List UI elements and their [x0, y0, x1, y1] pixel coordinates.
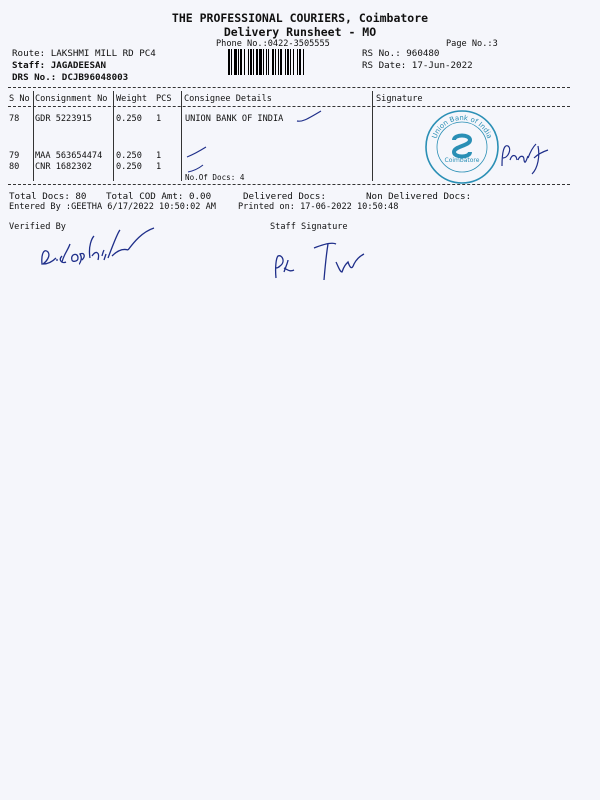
route-field: Route: LAKSHMI MILL RD PC4: [12, 48, 156, 59]
printed-on: Printed on: 17-06-2022 10:50:48: [238, 202, 399, 212]
table-row-weight: 0.250: [116, 162, 142, 172]
signature: [498, 136, 552, 178]
rs-date: RS Date: 17-Jun-2022: [362, 60, 473, 71]
barcode-bar: [287, 49, 289, 75]
table-row-pcs: 1: [156, 162, 162, 172]
barcode-bar: [253, 49, 254, 75]
barcode-bar: [256, 49, 258, 75]
col-divider: [181, 91, 182, 181]
tick-mark: [186, 146, 208, 176]
company-title: THE PROFESSIONAL COURIERS, Coimbatore: [171, 11, 429, 25]
table-row-consignment: CNR 1682302: [35, 162, 92, 172]
col-header-weight: Weight: [116, 94, 148, 104]
entered-by: Entered By :GEETHA 6/17/2022 10:50:02 AM: [9, 202, 216, 212]
barcode-bar: [268, 49, 269, 75]
barcode-bar: [244, 49, 245, 75]
total-cod-amount: Total COD Amt: 0.00: [106, 191, 212, 202]
barcode-bar: [290, 49, 291, 75]
page-number: Page No.:3: [446, 39, 498, 49]
table-row-sno: 79: [9, 151, 20, 161]
barcode-bar: [285, 49, 286, 75]
barcode-bar: [293, 49, 294, 75]
barcode-bar: [272, 49, 274, 75]
delivered-docs: Delivered Docs:: [243, 191, 326, 202]
barcode-bar: [278, 49, 279, 75]
verified-signature: [38, 220, 160, 272]
table-top-rule: [8, 87, 570, 88]
drs-number: DRS No.: DCJB96048003: [12, 72, 129, 83]
stamp-branch: Coimbatore: [444, 157, 480, 164]
barcode-bar: [266, 49, 267, 75]
non-delivered-docs: Non Delivered Docs:: [366, 191, 472, 202]
table-row-consignment: GDR 5223915: [35, 114, 92, 124]
barcode: [228, 49, 355, 75]
phone-number: Phone No.:0422-3505555: [216, 39, 330, 49]
table-row-consignee: UNION BANK OF INDIA: [185, 114, 284, 124]
barcode-bar: [263, 49, 264, 75]
col-divider: [113, 91, 114, 181]
barcode-bar: [240, 49, 242, 75]
table-row-weight: 0.250: [116, 151, 142, 161]
no-of-docs: No.Of Docs: 4: [185, 173, 245, 182]
col-header-consignment: Consignment No: [35, 94, 108, 104]
barcode-bar: [259, 49, 262, 75]
staff-signature-label: Staff Signature: [270, 222, 348, 232]
col-header-pcs: PCS: [156, 94, 172, 104]
stamp-bank-name: Union Bank of India: [430, 113, 494, 140]
barcode-bar: [299, 49, 301, 75]
barcode-bar: [228, 49, 230, 75]
table-row-weight: 0.250: [116, 114, 142, 124]
document-title: Delivery Runsheet - MO: [223, 25, 377, 39]
barcode-bar: [248, 49, 249, 75]
col-divider: [33, 91, 34, 181]
barcode-bar: [303, 49, 304, 75]
col-divider: [372, 91, 373, 181]
bank-stamp: [423, 108, 501, 186]
col-header-signature: Signature: [376, 94, 423, 104]
total-docs: Total Docs: 80: [9, 191, 87, 202]
table-header-rule: [8, 106, 570, 107]
barcode-bar: [238, 49, 239, 75]
rs-number: RS No.: 960480: [362, 48, 440, 59]
tick-mark: [296, 110, 322, 124]
barcode-bar: [231, 49, 232, 75]
table-row-consignment: MAA 563654474: [35, 151, 103, 161]
staff-signature: [270, 238, 370, 284]
barcode-bar: [280, 49, 282, 75]
col-header-sno: S No: [9, 94, 30, 104]
table-row-sno: 78: [9, 114, 20, 124]
staff-field: Staff: JAGADEESAN: [12, 60, 107, 71]
table-row-pcs: 1: [156, 114, 162, 124]
barcode-bar: [297, 49, 298, 75]
barcode-bar: [275, 49, 276, 75]
verified-by-label: Verified By: [9, 222, 66, 232]
table-row-pcs: 1: [156, 151, 162, 161]
table-row-sno: 80: [9, 162, 20, 172]
barcode-bar: [250, 49, 252, 75]
col-header-consignee: Consignee Details: [184, 94, 272, 104]
barcode-bar: [234, 49, 237, 75]
